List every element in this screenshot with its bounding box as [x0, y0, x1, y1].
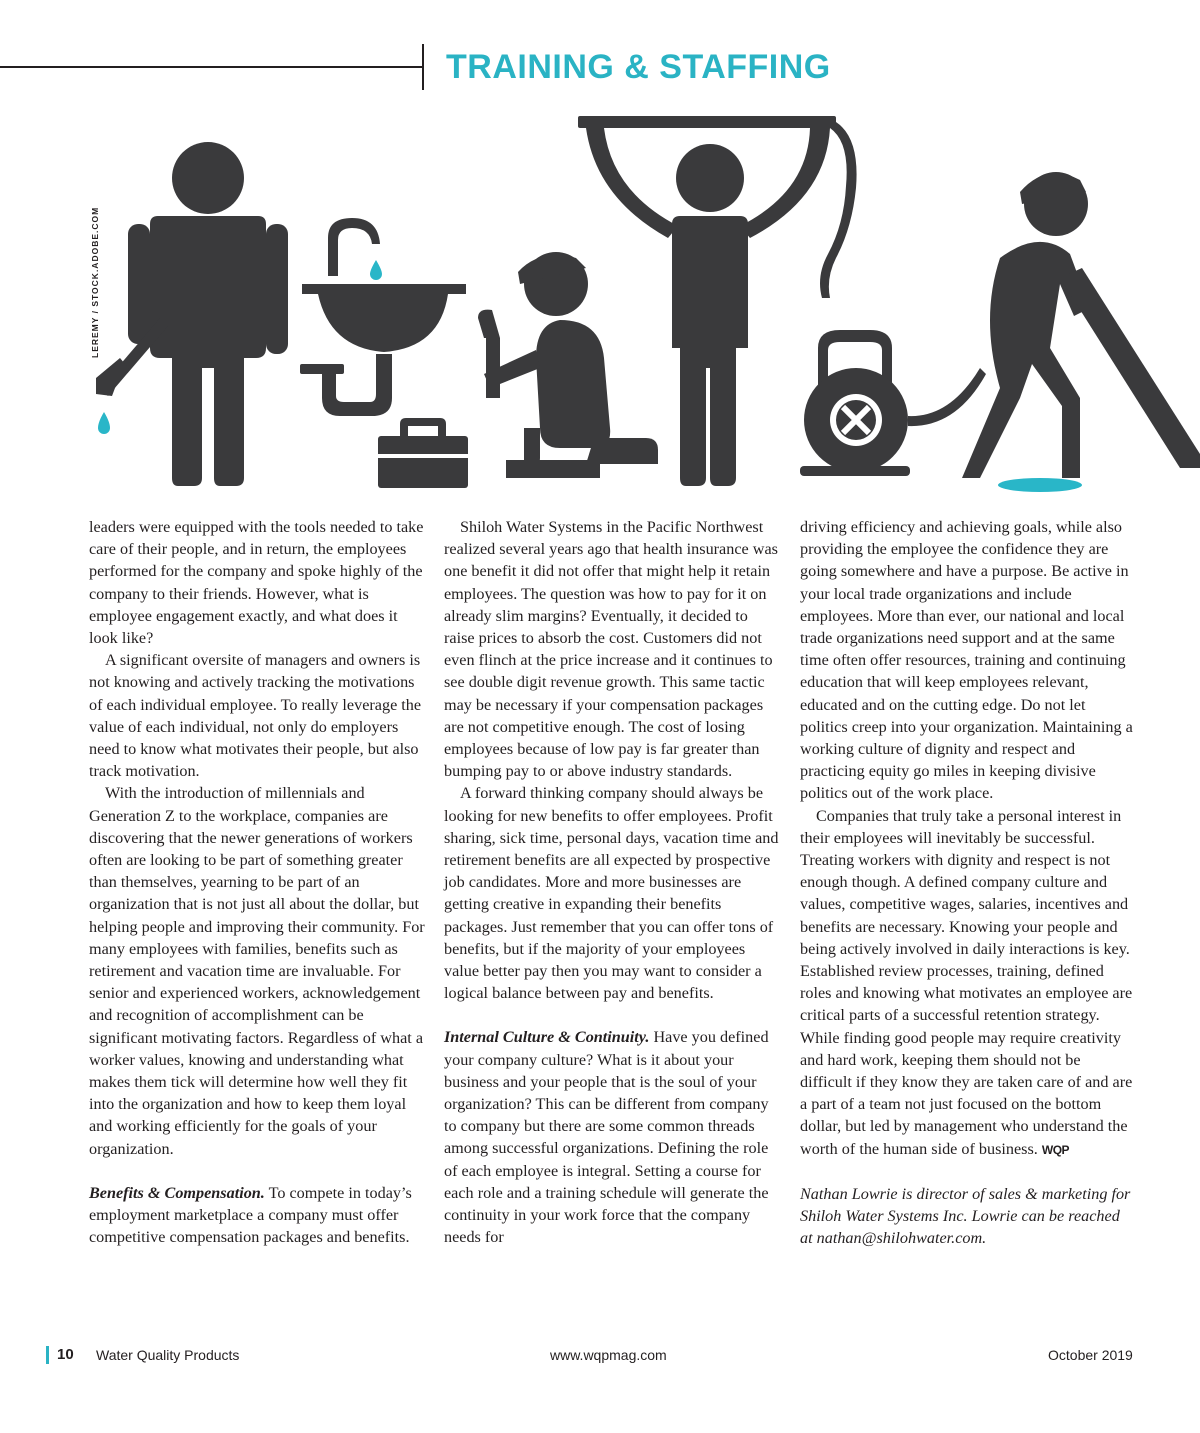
header-rule: [0, 66, 422, 68]
plumbers-illustration: [0, 98, 1200, 498]
paragraph: driving efficiency and achieving goals, while also providing the employee the confidence they are going somewhere and have a purpose. Be active in your local trade organizations and include employees. More than ever, our national and local trade organizations need support and at the same time often offer resources, training and continuing education that will keep employees relevant, educated and on the cutting edge. Do not let politics creep into your organization. Maintaining a working culture of dignity and respect and practicing equity go miles in keeping divisive politics out of the work place.: [800, 518, 1133, 803]
page-number: 10: [57, 1346, 74, 1363]
kneeling-worker-icon: [478, 252, 658, 478]
article-column-1: [89, 516, 425, 1249]
paragraph: A forward thinking company should always be looking for new benefits to offer employees. Profit sharing, sick time, personal days, vacation time and retirement benefits are all expected by prospective job candidates. More and more businesses are getting creative in expanding their benefits packages. Just remember that you can offer tons of benefits, but if the majority of your employees value better pay then you may want to consider a logical balance between pay and benefits.: [444, 784, 779, 1003]
drain-machine-icon: [800, 330, 986, 476]
drain-water-icon: [998, 478, 1082, 492]
header-divider: [422, 44, 424, 90]
author-bio: Nathan Lowrie is director of sales & marketing for Shiloh Water Systems Inc. Lowrie can be reached at nathan@shilohwater.com.: [800, 1184, 1131, 1248]
paragraph-with-subhead: [444, 1026, 780, 1248]
article-column-2: [444, 516, 780, 1249]
faucet-drop-icon: [370, 260, 382, 280]
issue-date: October 2019: [1048, 1347, 1133, 1363]
section-title: TRAINING & STAFFING: [446, 48, 831, 86]
paragraph-text: Have you defined your company culture? What is it about your business and your people that is the soul of your organization? This can be different from company to company but there are some common threads among successful organizations. Defining the role of each employee is integral. Setting a course for each role and a training schedule will generate the continuity in your work force that the company needs for: [444, 1028, 769, 1247]
paragraph-with-subhead: [89, 1182, 425, 1249]
paragraph: A significant oversite of managers and owners is not knowing and actively tracking the motivations of each individual employee. To really leverage the value of each individual, not only do employers need to know what motivates their people, but also track motivation.: [89, 651, 422, 781]
paragraph: [800, 805, 1135, 1161]
paragraph: With the introduction of millennials and Generation Z to the workplace, companies are discovering that the newer generations of workers often are looking to be part of something greater than themselves, yearning to be part of an organization that is not just all about the dollar, but helping people and improving their community. For many employees with families, benefits such as retirement and vacation time are invaluable. For senior and experienced workers, acknowledgement and recognition of accomplishment can be significant motivating factors. Regardless of what a worker values, knowing and understanding what makes them tick will determine how well they fit into the organization and how to keep them loyal and working efficiently for the goals of your organization.: [89, 784, 425, 1158]
publication-name: Water Quality Products: [96, 1347, 240, 1363]
end-mark: WQP: [1041, 1142, 1070, 1157]
photo-credit: LEREMY / STOCK.ADOBE.COM: [90, 206, 100, 358]
subhead-benefits: Benefits & Compensation.: [89, 1183, 265, 1202]
toolbox-icon: [378, 418, 468, 488]
footer-accent-bar: [46, 1346, 49, 1364]
standing-worker-icon: [96, 142, 288, 486]
paragraph-text: To compete in today’s employment marketplace a company must offer competitive compensation packages and benefits.: [89, 1183, 412, 1247]
subhead-culture: Internal Culture & Continuity.: [444, 1028, 650, 1047]
paragraph-text: Companies that truly take a personal interest in their employees will inevitably be successful. Treating workers with dignity and respect is not enough though. A defined company culture and values, competitive wages, salaries, incentives and benefits are necessary. Knowing your people and being actively involved in daily interactions is key. Established review processes, training, defined roles and knowing what motivates an employee are critical parts of a successful retention strategy. While finding good people may require creativity and hard work, keeping them should not be difficult if they know they are taken care of and are a part of a team not just focused on the bottom dollar, but led by management who understand the worth of the human side of business.: [800, 806, 1133, 1158]
sink-icon: [300, 218, 466, 416]
website-link[interactable]: www.wqpmag.com: [550, 1347, 667, 1363]
water-drop-icon: [98, 412, 110, 434]
article-column-3: [800, 516, 1135, 1250]
paragraph: leaders were equipped with the tools needed to take care of their people, and in return, the employees performed for the company and spoke highly of the company to their friends. However, what is employee engagement exactly, and what does it look like?: [89, 518, 424, 648]
drain-snake-worker-icon: [962, 172, 1200, 478]
paragraph: Shiloh Water Systems in the Pacific Northwest realized several years ago that health insurance was one benefit it did not offer that might help it retain employees. The question was how to pay for it on already slim margins? Eventually, it decided to raise prices to absorb the cost. Customers did not even flinch at the price increase and it continues to see double digit revenue growth. This same tactic may be necessary if your compensation packages are not competitive enough. The cost of losing employees because of low pay is far greater than bumping pay to or above industry standards.: [444, 518, 778, 781]
